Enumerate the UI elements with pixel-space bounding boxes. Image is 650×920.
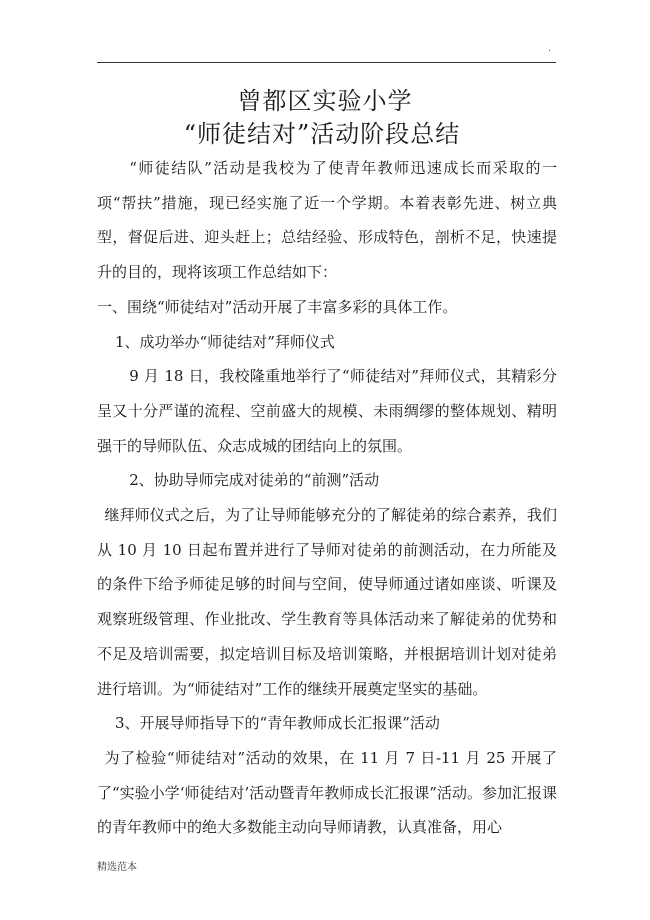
subheading-1: 1、成功举办“师徒结对”拜师仪式 <box>115 332 335 351</box>
document-body <box>97 151 557 845</box>
subheading-2: 2、协助导师完成对徒弟的“前测”活动 <box>129 471 380 490</box>
section-heading-1: 一、围绕“师徒结对”活动开展了丰富多彩的具体工作。 <box>97 297 458 316</box>
subheading-3: 3、开展导师指导下的“青年教师成长汇报课”活动 <box>115 714 440 733</box>
document-title-line2: “师徒结对”活动阶段总结 <box>183 120 461 148</box>
header-rule <box>97 62 556 63</box>
paragraph-intro: “师徒结队”活动是我校为了使青年教师迅速成长而采取的一项“帮扶”措施，现已经实施了近一个学期。本着表彰先进、树立典型，督促后进、迎头赶上；总结经验、形成特色，剖析不足，快速提升的目的，现将该项工作总结如下： <box>97 159 557 282</box>
paragraph-report-class: 为了检验“师徒结对”活动的效果，在 11 月 7 日-11 月 25 开展了了“实验小学‘师徒结对’活动暨青年教师成长汇报课”活动。参加汇报课的青年教师中的绝大多数能主动向导师请教，认真准备，用心 <box>97 748 557 837</box>
document-title-line1: 曾都区实验小学 <box>237 87 413 115</box>
header-mark: . <box>548 44 551 54</box>
paragraph-ceremony: 9 月 18 日，我校隆重地举行了“师徒结对”拜师仪式，其精彩分呈又十分严谨的流程、空前盛大的规模、未雨绸缪的整体规划、精明强干的导师队伍、众志成城的团结向上的氛围。 <box>97 367 557 455</box>
footer-text: 精选范本 <box>97 862 137 873</box>
paragraph-pretest: 继拜师仪式之后，为了让导师能够充分的了解徒弟的综合素养，我们从 10 月 10 日起布置并进行了导师对徒弟的前测活动，在力所能及的条件下给予师徒足够的时间与空间，使导师通过诸如座谈、听课及观察班级管理、作业批改、学生教育等具体活动来了解徒弟的优势和不足及培训需要，拟定培训目标及培训策略，并根据培训计划对徒弟进行培训。为“师徒结对”工作的继续开展奠定坚实的基础。 <box>97 506 557 698</box>
